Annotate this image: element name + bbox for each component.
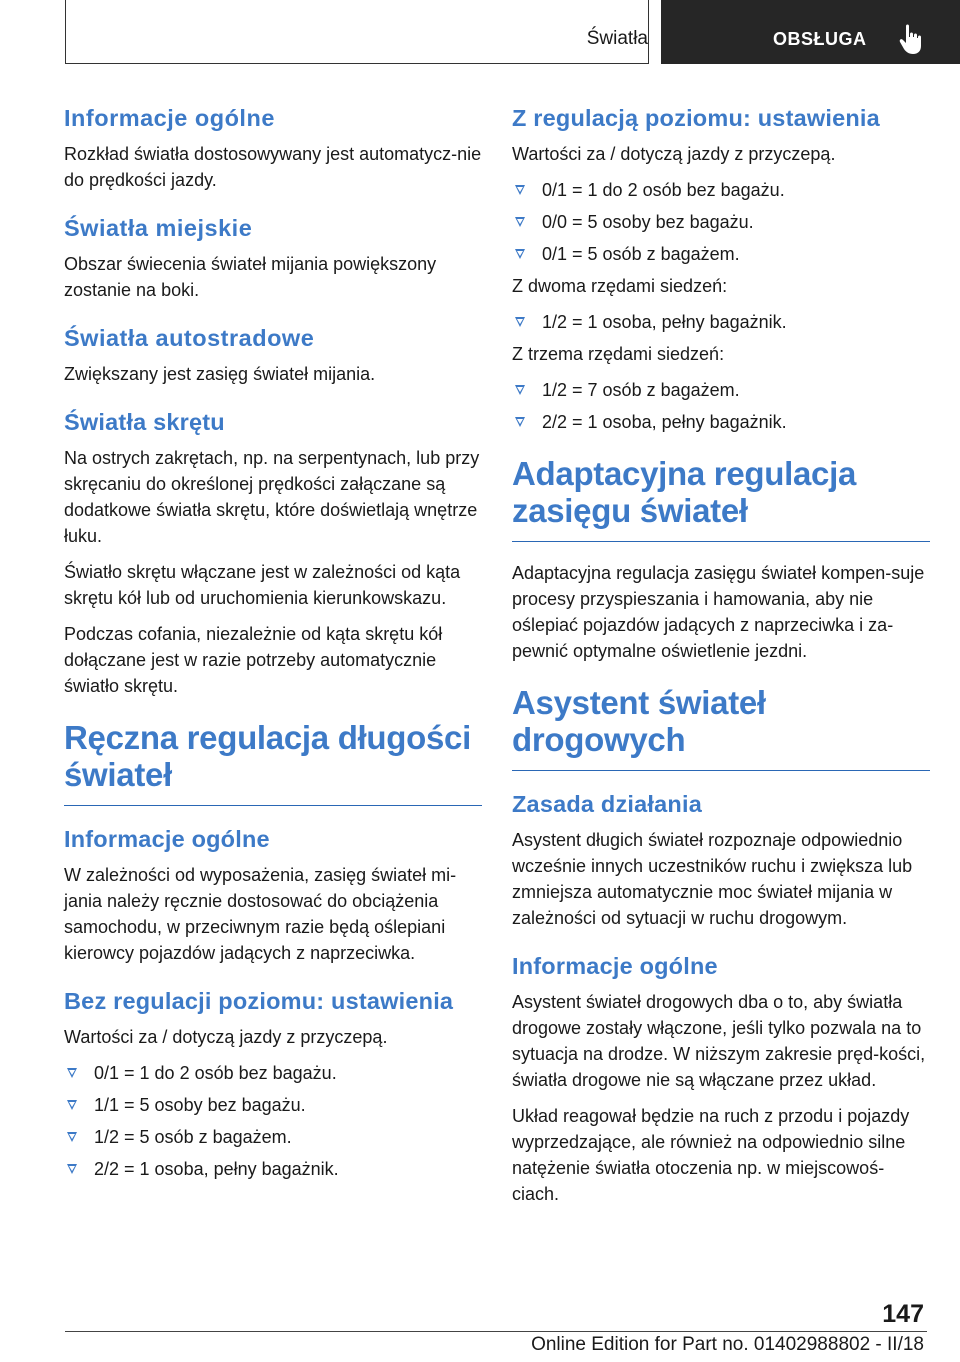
settings-list (64, 1060, 482, 1182)
settings-list (512, 377, 930, 435)
paragraph: Podczas cofania, niezależnie od kąta skrętu kół dołączane jest w razie potrzeby automatycznie światło skrętu. (64, 624, 443, 696)
list-item-text: 1/2 = 7 osób z bagażem. (542, 380, 740, 400)
paragraph: Z trzema rzędami siedzeń: (512, 344, 725, 364)
triangle-bullet-icon (515, 385, 525, 395)
section-heading: Informacje ogólne (512, 953, 718, 979)
left-column (64, 103, 482, 1202)
hand-pointer-icon (897, 22, 927, 56)
triangle-bullet-icon (515, 249, 525, 259)
list-item (512, 377, 930, 403)
section-heading: Światła skrętu (64, 409, 225, 435)
triangle-bullet-icon (515, 217, 525, 227)
triangle-bullet-icon (67, 1100, 77, 1110)
chapter-heading: Ręczna regulacja długości świateł (64, 719, 471, 793)
list-item (512, 241, 930, 267)
triangle-bullet-icon (515, 185, 525, 195)
list-item-text: 1/2 = 5 osób z bagażem. (94, 1127, 292, 1147)
paragraph: Z dwoma rzędami siedzeń: (512, 276, 728, 296)
paragraph: Rozkład światła dostosowywany jest automatycz-nie do prędkości jazdy. (64, 144, 482, 190)
triangle-bullet-icon (515, 417, 525, 427)
list-item-text: 0/1 = 1 do 2 osób bez bagażu. (94, 1063, 337, 1083)
list-item-text: 2/2 = 1 osoba, pełny bagażnik. (542, 412, 787, 432)
paragraph: Obszar świecenia świateł mijania powiększony zostanie na boki. (64, 254, 437, 300)
triangle-bullet-icon (67, 1164, 77, 1174)
list-item (512, 177, 930, 203)
list-item (512, 309, 930, 335)
list-item-text: 0/1 = 1 do 2 osób bez bagażu. (542, 180, 785, 200)
right-column (512, 103, 930, 1227)
paragraph: Układ reagował będzie na ruch z przodu i pojazdy wyprzedzające, ale również na odpowiednio silne natężenie światła otoczenia np. w miejscowoś-ciach. (512, 1106, 910, 1204)
paragraph: Wartości za / dotyczą jazdy z przyczepą. (512, 144, 836, 164)
chapter-heading: Adaptacyjna regulacja zasięgu świateł (512, 455, 857, 529)
list-item-text: 2/2 = 1 osoba, pełny bagażnik. (94, 1159, 339, 1179)
list-item (64, 1124, 482, 1150)
section-heading: Informacje ogólne (64, 105, 275, 131)
triangle-bullet-icon (515, 317, 525, 327)
chapter-heading-block (64, 719, 482, 806)
list-item-text: 1/2 = 1 osoba, pełny bagażnik. (542, 312, 787, 332)
list-item-text: 0/1 = 5 osób z bagażem. (542, 244, 740, 264)
list-item (64, 1060, 482, 1086)
header-section-box (65, 0, 649, 64)
chapter-heading-block (512, 455, 930, 542)
list-item (64, 1092, 482, 1118)
chapter-tab[interactable] (661, 0, 960, 64)
list-item-text: 1/1 = 5 osoby bez bagażu. (94, 1095, 306, 1115)
list-item (512, 409, 930, 435)
paragraph: Adaptacyjna regulacja zasięgu świateł kompen-suje procesy przyspieszania i hamowania, aby nie oślepiać pojazdów jadących z naprzeciwka i za-pewnić optymalne oświetlenie jezdni. (512, 563, 925, 661)
triangle-bullet-icon (67, 1132, 77, 1142)
section-heading: Zasada działania (512, 791, 702, 817)
paragraph: Zwiększany jest zasięg świateł mijania. (64, 364, 376, 384)
settings-list (512, 309, 930, 335)
section-heading: Z regulacją poziomu: ustawienia (512, 105, 880, 131)
section-heading: Bez regulacji poziomu: ustawienia (64, 988, 454, 1014)
chapter-heading: Asystent świateł drogowych (512, 684, 766, 758)
paragraph: Wartości za / dotyczą jazdy z przyczepą. (64, 1027, 388, 1047)
list-item-text: 0/0 = 5 osoby bez bagażu. (542, 212, 754, 232)
paragraph: Na ostrych zakrętach, np. na serpentynach, lub przy skręcaniu do określonej prędkości załączane są dodatkowe światła skrętu, które doświetlają wnętrze łuku. (64, 448, 480, 546)
section-heading: Światła autostradowe (64, 325, 315, 351)
settings-list (512, 177, 930, 267)
paragraph: Światło skrętu włączane jest w zależności od kąta skrętu kół lub od uruchomienia kierunkowskazu. (64, 562, 461, 608)
section-title: Światła (586, 28, 648, 49)
triangle-bullet-icon (67, 1068, 77, 1078)
chapter-tab-label: OBSŁUGA (773, 29, 867, 49)
page-number: 147 (882, 1300, 924, 1328)
section-heading: Światła miejskie (64, 215, 253, 241)
paragraph: Asystent długich świateł rozpoznaje odpowiednio wcześnie innych uczestników ruchu i zwiększa lub zmniejsza automatycznie moc świateł mijania w zależności od sytuacji w ruchu drogowym. (512, 830, 913, 928)
paragraph: Asystent świateł drogowych dba o to, aby światła drogowe zostały włączone, jeśli tylko pozwala na to sytuacja na drodze. W niższym zakresie pręd-kości, światła drogowe nie są włączane przez układ. (512, 992, 926, 1090)
paragraph: W zależności od wyposażenia, zasięg świateł mi-jania należy ręcznie dostosować do obciążenia samochodu, w przeciwnym razie będą oślepiani kierowcy pojazdów jadących z naprzeciwka. (64, 865, 457, 963)
list-item (64, 1156, 482, 1182)
section-heading: Informacje ogólne (64, 826, 270, 852)
footer-edition-text: Online Edition for Part no. 01402988802 - II/18 (531, 1334, 924, 1355)
list-item (512, 209, 930, 235)
chapter-heading-block (512, 684, 930, 771)
footer-divider (65, 1331, 927, 1332)
